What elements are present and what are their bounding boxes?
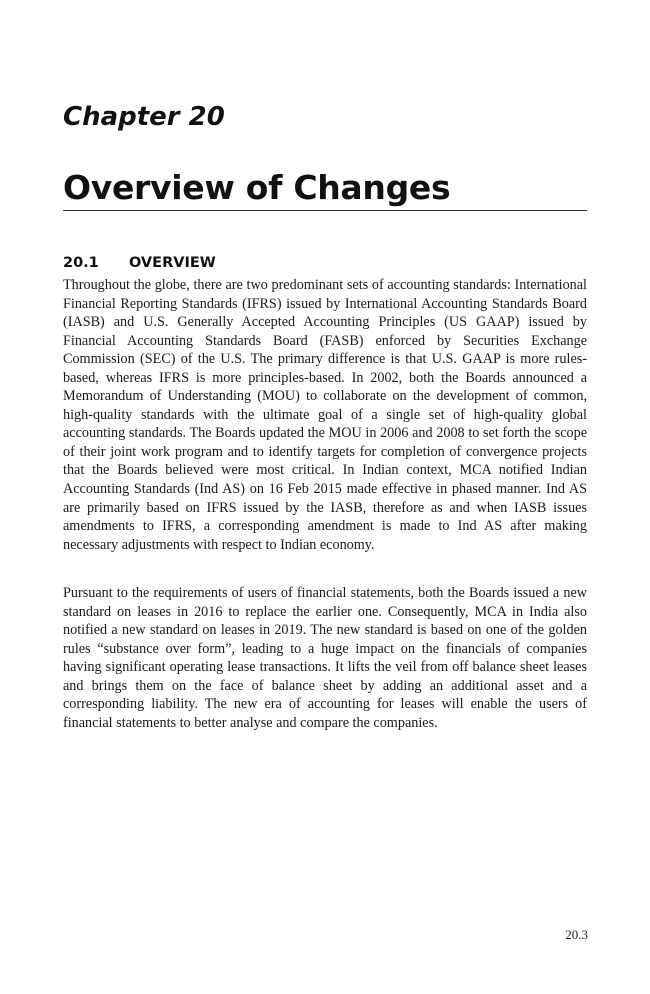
title-divider — [63, 210, 587, 211]
chapter-label: Chapter 20 — [63, 102, 225, 132]
section-heading — [63, 254, 216, 272]
section-number: 20.1 — [63, 255, 99, 271]
body-paragraph-1: Throughout the globe, there are two predominant sets of accounting standards: International Financial Reporting Standards (IFRS) issued by International Accounting Standards Board (IASB) and U.S. Generally Accepted Accounting Principles (US GAAP) issued by Financial Accounting Standards Board (FASB) enforced by Securities Exchange Commission (SEC) of the U.S. The primary difference is that U.S. GAAP is more rules-based, whereas IFRS is more principles-based. In 2002, both the Boards announced a Memorandum of Understanding (MOU) to collaborate on the development of common, high-quality standards with the ultimate goal of a single set of high-quality global accounting standards. The Boards updated the MOU in 2006 and 2008 to set forth the scope of their joint work program and to identify targets for completion of convergence projects that the Boards believed were most critical. In Indian context, MCA notified Indian Accounting Standards (Ind AS) on 16 Feb 2015 made effective in phased manner. Ind AS are primarily based on IFRS issued by the IASB, therefore as and when IASB issues amendments to IFRS, a corresponding amendment is made to Ind AS after making necessary adjustments with respect to Indian economy. — [63, 277, 587, 553]
page-number: 20.3 — [565, 927, 588, 942]
chapter-title: Overview of Changes — [63, 168, 451, 207]
section-heading-text: OVERVIEW — [129, 255, 216, 271]
body-paragraph-2: Pursuant to the requirements of users of financial statements, both the Boards issued a new standard on leases in 2016 to replace the earlier one. Consequently, MCA in India also notified a new standard on leases in 2019. The new standard is based on one of the golden rules “substance over form”, leading to a huge impact on the financials of companies having significant operating lease transactions. It lifts the veil from off balance sheet leases and brings them on the face of balance sheet by adding an additional asset and a corresponding liability. The new era of accounting for leases will enable the users of financial statements to better analyse and compare the companies. — [63, 585, 587, 731]
